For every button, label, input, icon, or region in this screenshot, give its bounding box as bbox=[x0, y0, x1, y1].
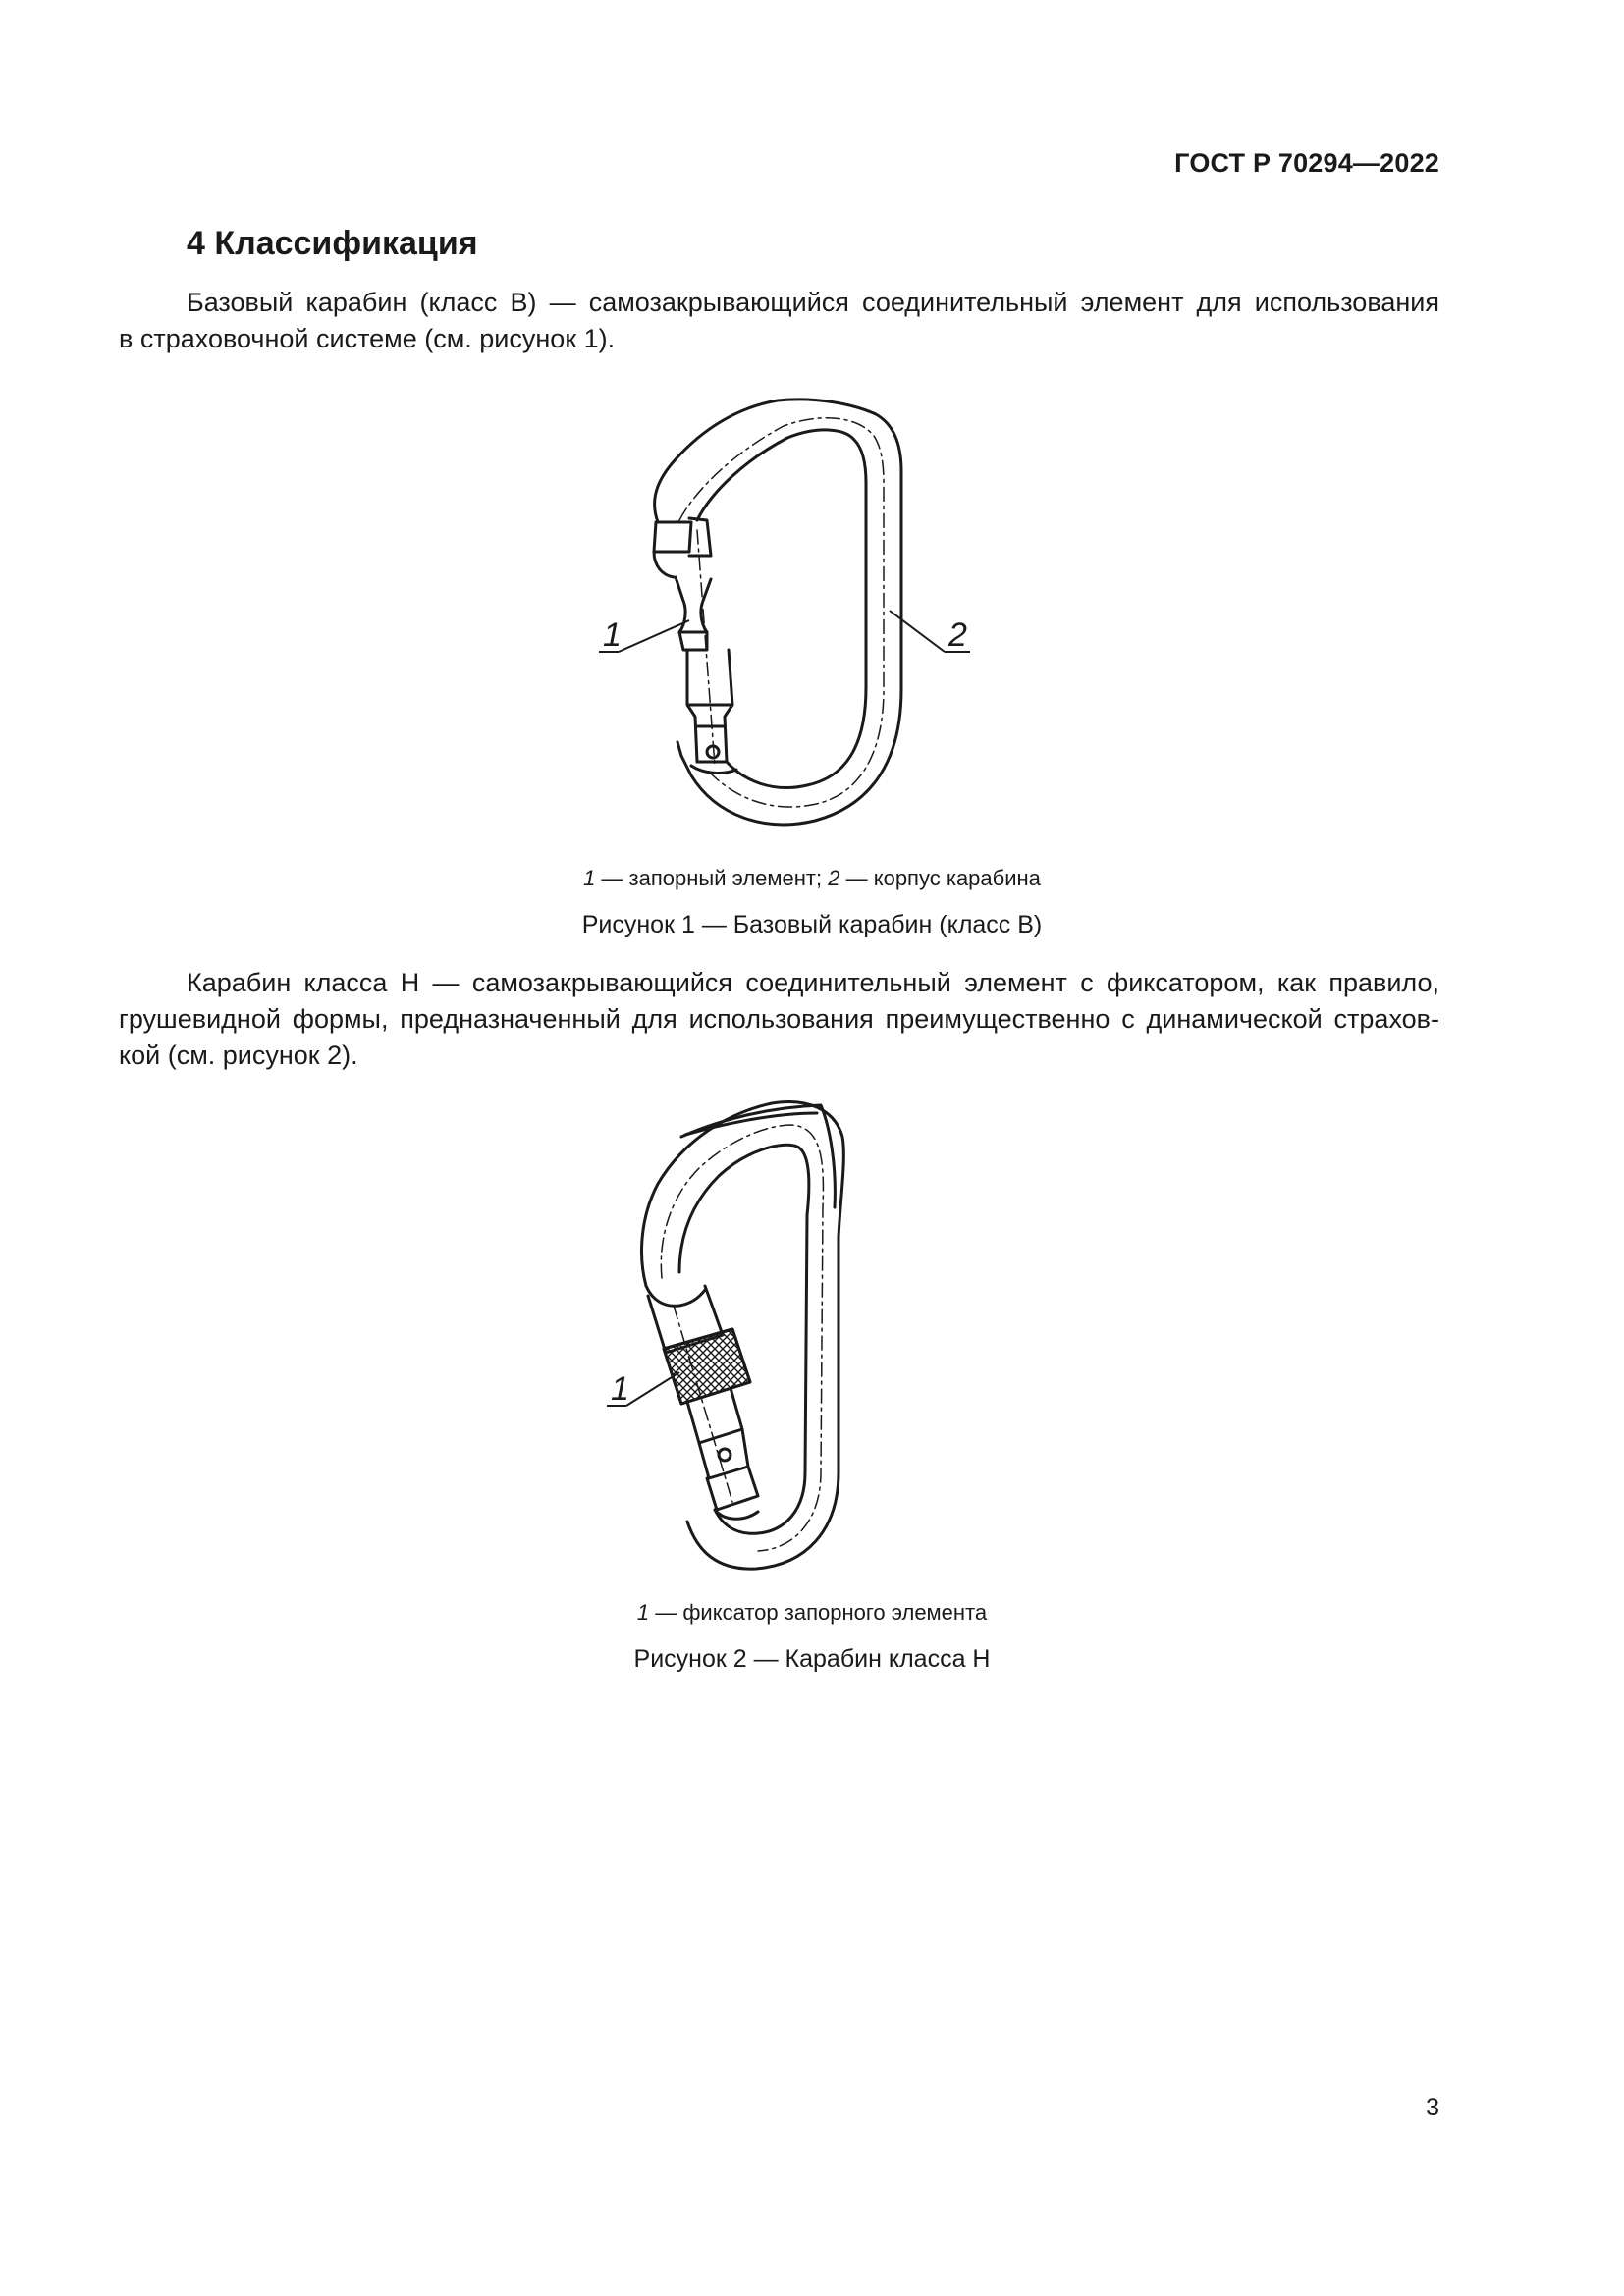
paragraph-class-h bbox=[119, 965, 1439, 1074]
carabiner-body-inner bbox=[697, 430, 866, 788]
legend-text: — фиксатор запорного элемента bbox=[649, 1600, 988, 1625]
paragraph-line: грушевидной формы, предназначенный для использования преимущественно с динамической страхов- bbox=[119, 1004, 1439, 1034]
callout-label-1: 1 bbox=[603, 616, 622, 654]
figure-1-carabiner-drawing bbox=[560, 393, 992, 844]
paragraph-line: Карабин класса Н — самозакрывающийся соединительный элемент с фиксатором, как правило, bbox=[187, 968, 1439, 997]
callout-2-leader bbox=[890, 611, 945, 652]
section-title: 4 Классификация bbox=[187, 225, 478, 262]
figure-1-caption: Рисунок 1 — Базовый карабин (класс В) bbox=[581, 911, 1043, 938]
figure-2-carabiner-drawing bbox=[589, 1090, 962, 1580]
legend-key: 1 bbox=[636, 1600, 650, 1625]
callout-label-2: 2 bbox=[948, 616, 967, 654]
legend-key: 1 bbox=[583, 866, 596, 890]
paragraph-line: кой (см. рисунок 2). bbox=[119, 1041, 358, 1070]
legend-text: — запорный элемент; bbox=[595, 866, 829, 890]
callout-label-1: 1 bbox=[611, 1370, 629, 1408]
document-id-header: ГОСТ Р 70294—2022 bbox=[1174, 148, 1439, 178]
figure-2-legend bbox=[0, 1600, 1624, 1626]
callout-1-leader bbox=[619, 620, 689, 652]
paragraph-line: Базовый карабин (класс В) — самозакрывающийся соединительный элемент для использования bbox=[187, 288, 1439, 317]
carabiner-body-outer bbox=[642, 1101, 844, 1569]
legend-key: 2 bbox=[828, 866, 840, 890]
paragraph-class-b bbox=[119, 285, 1439, 357]
paragraph-line: в страховочной системе (см. рисунок 1). bbox=[119, 324, 616, 353]
figure-2-caption: Рисунок 2 — Карабин класса Н bbox=[633, 1645, 991, 1673]
figure-1-legend bbox=[0, 866, 1624, 891]
page-number: 3 bbox=[1426, 2094, 1439, 2121]
callout-1-leader bbox=[626, 1372, 679, 1406]
legend-text: — корпус карабина bbox=[839, 866, 1041, 890]
